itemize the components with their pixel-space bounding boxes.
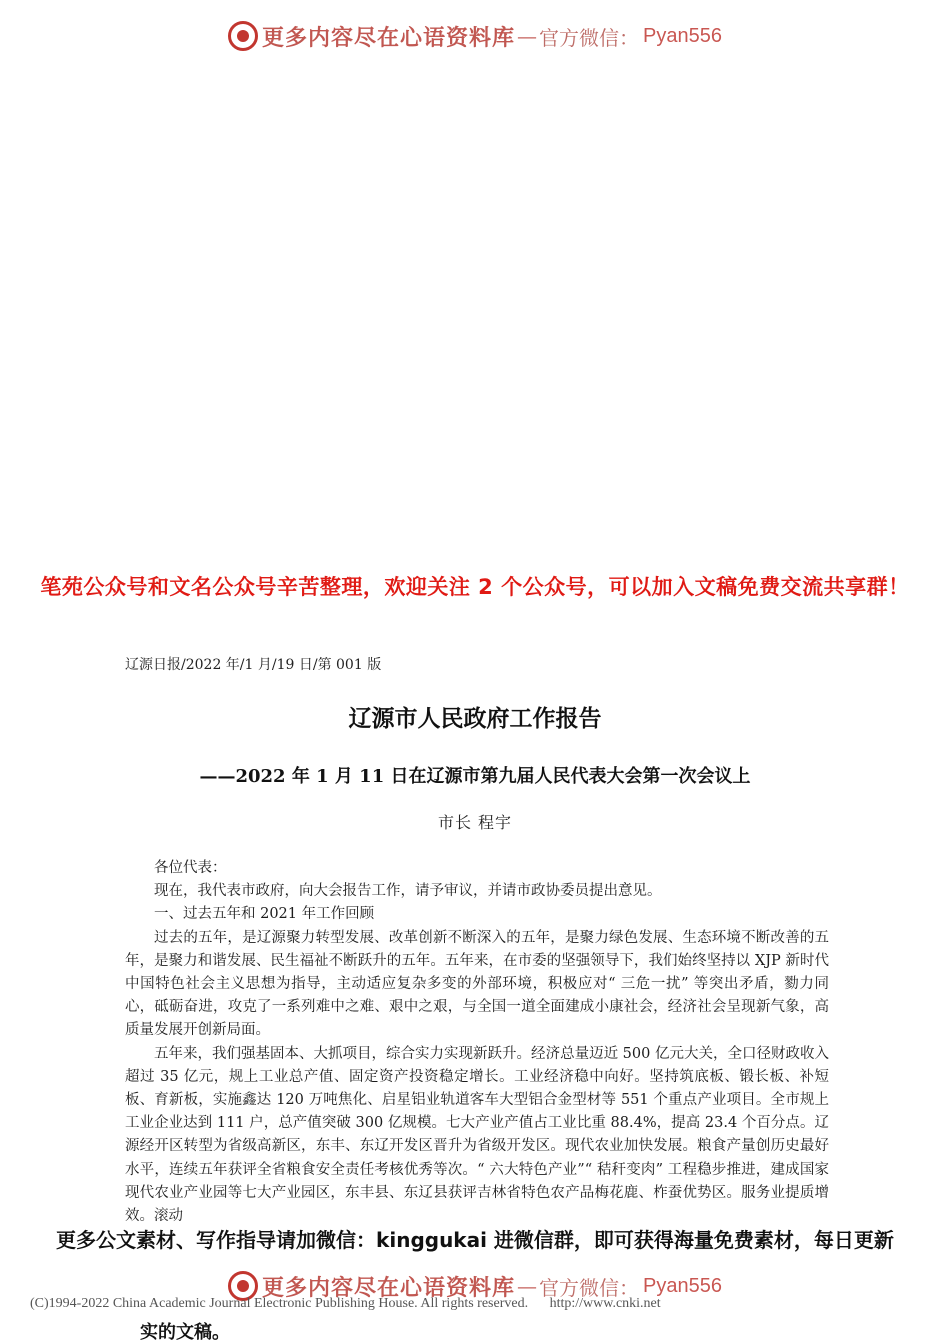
footer-url: http://www.cnki.net [549, 1296, 661, 1311]
watermark-id-text: Pyan556 [643, 1274, 722, 1297]
document-body [125, 857, 829, 1228]
watermark-main-text: 更多内容尽在心语资料库 [262, 1274, 516, 1301]
copyright-text: (C)1994-2022 China Academic Journal Electronic Publishing House. All rights reserved. [30, 1296, 529, 1311]
body-paragraph: 现在，我代表市政府，向大会报告工作，请予审议，并请市政协委员提出意见。 [154, 883, 662, 900]
clipped-text: 实的文稿。 [140, 1322, 230, 1342]
watermark-main-text: 更多内容尽在心语资料库 [262, 24, 516, 51]
document-subtitle: ——2022 年 1 月 11 日在辽源市第九届人民代表大会第一次会议上 [199, 766, 751, 787]
body-paragraph: 过去的五年，是辽源聚力转型发展、改革创新不断深入的五年，是聚力绿色发展、生态环境不断改善的五年，是聚力和谐发展、民生福祉不断跃升的五年。五年来，在市委的坚强领导下，我们始终坚持以 XJP 新时代中国特色社会主义思想为指导，主动适应复杂多变的外部环境，积极应对“ 三危一扰” 等突出矛盾，勠力同心，砥砺奋进，攻克了一系列难中之难、艰中之艰，与全国一道全面建成小康社会，经济社会呈现新气象，高质量发展开创新局面。 [125, 929, 829, 1039]
watermark-tag-text: 官方微信： [539, 1275, 640, 1300]
copyright-footer [30, 1296, 930, 1312]
section-heading: 一、过去五年和 2021 年工作回顾 [154, 906, 375, 923]
salutation: 各位代表： [154, 860, 227, 876]
watermark-logo-icon [228, 21, 258, 51]
author-line: 市长 程宇 [437, 813, 513, 832]
red-promo-banner: 笔苑公众号和文名公众号辛苦整理，欢迎关注 2 个公众号，可以加入文稿免费交流共享群！ [40, 575, 910, 599]
watermark-id-text: Pyan556 [643, 24, 722, 47]
body-paragraph: 五年来，我们强基固本、大抓项目，综合实力实现新跃升。经济总量迈近 500 亿元大关，全口径财政收入超过 35 亿元，规上工业总产值、固定资产投资稳定增长。工业经济稳中向好。坚持筑底板、锻长板、补短板、育新板，实施鑫达 120 万吨焦化、启星铝业轨道客车大型铝合金型材等 551 个重点产业项目。全市规上工业企业达到 111 户，总产值突破 300 亿规模。七大产业产值占工业比重 88.4%，提高 23.4 个百分点。辽源经开区转型为省级高新区，东丰、东辽开发区晋升为省级开发区。现代农业加快发展。粮食产量创历史最好水平，连续五年获评全省粮食安全责任考核优秀等次。“ 六大特色产业”“ 秸秆变肉” 工程稳步推进，建成国家现代农业产业园等七大产业园区，东丰县、东辽县获评吉林省特色农产品梅花鹿、柞蚕优势区。服务业提质增效。滚动 [125, 1045, 829, 1225]
watermark-tag-text: 官方微信： [539, 25, 640, 50]
watermark-dash: — [517, 24, 538, 48]
source-line: 辽源日报/2022 年/1 月/19 日/第 001 版 [125, 657, 382, 673]
bottom-promo-banner: 更多公文素材、写作指导请加微信：kinggukai 进微信群，即可获得海量免费素材，每日更新 [56, 1228, 894, 1252]
top-watermark [0, 16, 950, 56]
document-title: 辽源市人民政府工作报告 [348, 705, 602, 732]
watermark-dash: — [517, 1274, 538, 1298]
